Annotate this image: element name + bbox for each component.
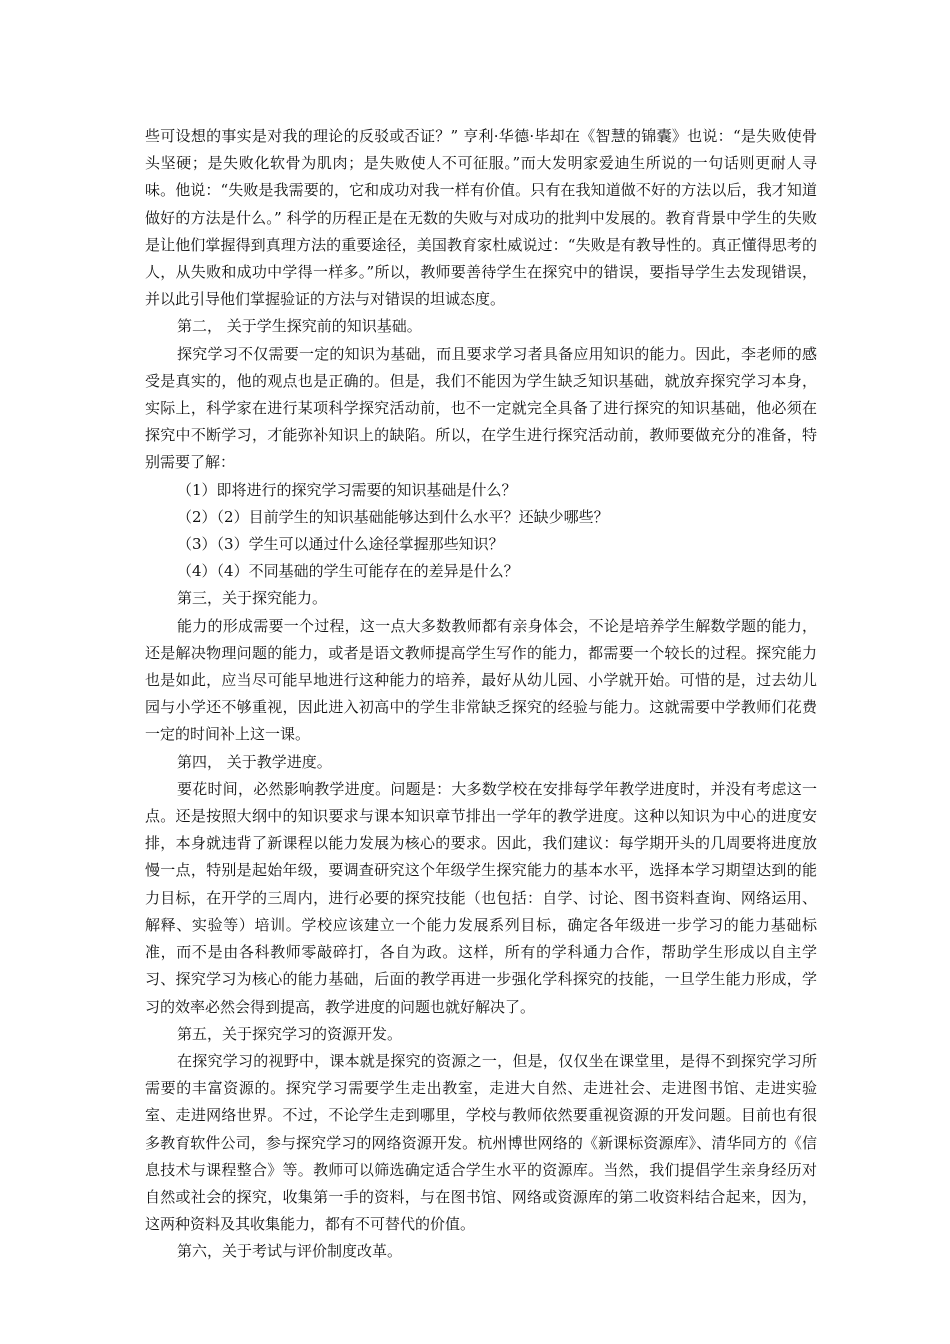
heading-second-knowledge-base: 第二， 关于学生探究前的知识基础。 [177, 317, 422, 336]
heading-fourth-teaching-progress: 第四， 关于教学进度。 [177, 752, 332, 771]
heading-fifth-resource-development: 第五，关于探究学习的资源开发。 [177, 1024, 403, 1043]
paragraph-failure-quotes: 些可设想的事实是对我的理论的反驳或否证？” 亨利·华德·毕却在《智慧的锦囊》也说：“是失败使骨头坚硬；是失败化软骨为肌肉；是失败使人不可征服。”而大发明家爱迪生所说的一句话则更耐人寻味。他说：“失败是我需要的，它和成功对我一样有价值。只有在我知道做不好的方法以后，我才知道做好的方法是什么。” 科学的历程正是在无数的失败与对成功的批判中发展的。教育背景中学生的失败是让他们掌握得到真理方法的重要途径，美国教育家杜威说过：“失败是有教导性的。真正懂得思考的人，从失败和成功中学得一样多。”所以，教师要善待学生在探究中的错误，要指导学生去发现错误，并以此引导他们掌握验证的方法与对错误的坦诚态度。 [145, 127, 817, 309]
list-item-2: （2）（2）目前学生的知识基础能够达到什么水平？还缺少哪些？ [177, 507, 609, 526]
list-item-3: （3）（3）学生可以通过什么途径掌握那些知识？ [177, 535, 504, 554]
document-page [145, 123, 817, 1266]
paragraph-resource-development: 在探究学习的视野中，课本就是探究的资源之一，但是，仅仅坐在课堂里，是得不到探究学习所需要的丰富资源的。探究学习需要学生走出教室，走进大自然、走进社会、走进图书馆、走进实验室、走进网络世界。不过，不论学生走到哪里，学校与教师依然要重视资源的开发问题。目前也有很多教育软件公司，参与探究学习的网络资源开发。杭州博世网络的《新课标资源库》、清华同方的《信息技术与课程整合》等。教师可以筛选确定适合学生水平的资源库。当然，我们提倡学生亲身经历对自然或社会的探究，收集第一手的资料，与在图书馆、网络或资源库的第二收资料结合起来，因为，这两种资料及其收集能力，都有不可替代的价值。 [145, 1051, 817, 1234]
paragraph-inquiry-ability: 能力的形成需要一个过程，这一点大多数教师都有亲身体会，不论是培养学生解数学题的能力，还是解决物理问题的能力，或者是语文教师提高学生写作的能力，都需要一个较长的过程。探究能力也是如此，应当尽可能早地进行这种能力的培养，最好从幼儿园、小学就开始。可惜的是，过去幼儿园与小学还不够重视，因此进入初高中的学生非常缺乏探究的经验与能力。这就需要中学教师们花费一定的时间补上这一课。 [145, 616, 817, 744]
list-item-4: （4）（4）不同基础的学生可能存在的差异是什么？ [177, 562, 519, 581]
paragraph-teaching-progress: 要花时间，必然影响教学进度。问题是：大多数学校在安排每学年教学进度时，并没有考虑这一点。还是按照大纲中的知识要求与课本知识章节排出一学年的教学进度。这种以知识为中心的进度安排，本身就违背了新课程以能力发展为核心的要求。因此，我们建议：每学期开头的几周要将进度放慢一点，特别是起始年级，要调查研究这个年级学生探究能力的基本水平，选择本学习期望达到的能力目标，在开学的三周内，进行必要的探究技能（也包括：自学、讨论、图书资料查询、网络运用、解释、实验等）培训。学校应该建立一个能力发展系列目标，确定各年级进一步学习的能力基础标准，而不是由各科教师零敲碎打，各自为政。这样，所有的学科通力合作，帮助学生形成以自主学习、探究学习为核心的能力基础，后面的教学再进一步强化学科探究的技能，一旦学生能力形成，学习的效率必然会得到提高，教学进度的问题也就好解决了。 [145, 779, 817, 1016]
paragraph-knowledge-base: 探究学习不仅需要一定的知识为基础，而且要求学习者具备应用知识的能力。因此，李老师的感受是真实的，他的观点也是正确的。但是，我们不能因为学生缺乏知识基础，就放弃探究学习本身，实际上，科学家在进行某项科学探究活动前，也不一定就完全具备了进行探究的知识基础，他必须在探究中不断学习，才能弥补知识上的缺陷。所以，在学生进行探究活动前，教师要做充分的准备，特别需要了解： [145, 344, 817, 472]
list-item-1: （1）即将进行的探究学习需要的知识基础是什么？ [177, 480, 517, 499]
heading-sixth-exam-reform: 第六，关于考试与评价制度改革。 [177, 1242, 403, 1261]
heading-third-inquiry-ability: 第三，关于探究能力。 [177, 589, 328, 608]
